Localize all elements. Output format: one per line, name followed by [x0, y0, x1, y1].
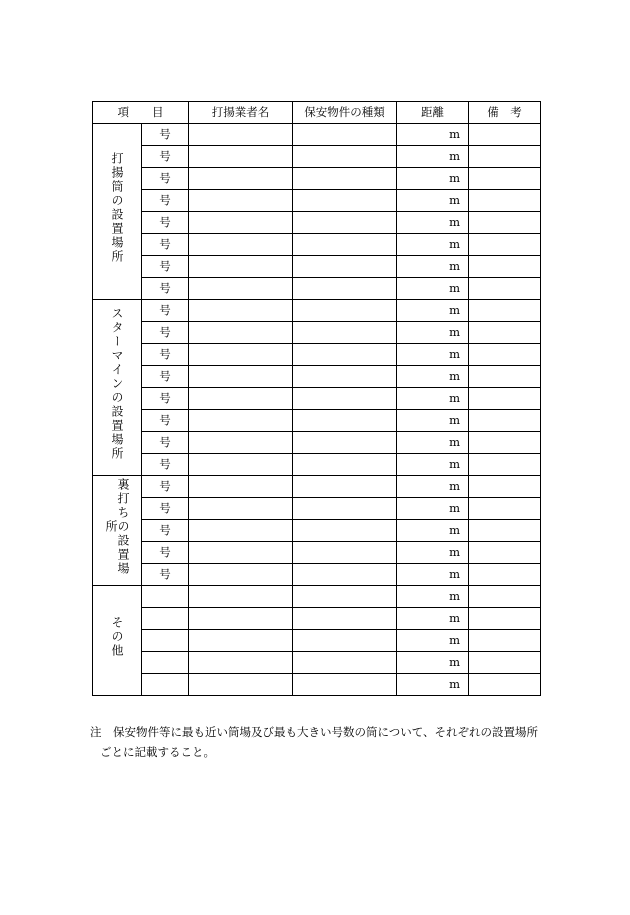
- table-row: [93, 278, 541, 300]
- remarks-cell[interactable]: [469, 608, 541, 630]
- remarks-cell[interactable]: [469, 674, 541, 696]
- distance-cell[interactable]: m: [397, 344, 469, 366]
- type-cell[interactable]: [293, 344, 397, 366]
- header-row: [93, 102, 541, 124]
- operator-cell[interactable]: [189, 608, 293, 630]
- table-row: [93, 344, 541, 366]
- number-cell[interactable]: 号: [142, 190, 189, 212]
- number-cell[interactable]: [142, 652, 189, 674]
- category-cell: [93, 300, 142, 476]
- category-label: 打揚筒の設置場所: [110, 152, 124, 264]
- table-row: [93, 410, 541, 432]
- table-row: [93, 520, 541, 542]
- remarks-cell[interactable]: [469, 300, 541, 322]
- operator-cell[interactable]: [189, 234, 293, 256]
- number-cell[interactable]: 号: [142, 366, 189, 388]
- number-cell[interactable]: 号: [142, 124, 189, 146]
- number-cell[interactable]: [142, 674, 189, 696]
- distance-cell[interactable]: m: [397, 278, 469, 300]
- form-body: [93, 124, 541, 696]
- number-cell[interactable]: 号: [142, 146, 189, 168]
- table-row: [93, 454, 541, 476]
- type-cell[interactable]: [293, 300, 397, 322]
- remarks-cell[interactable]: [469, 520, 541, 542]
- type-cell[interactable]: [293, 366, 397, 388]
- number-cell[interactable]: 号: [142, 410, 189, 432]
- number-cell[interactable]: 号: [142, 388, 189, 410]
- type-cell[interactable]: [293, 388, 397, 410]
- operator-cell[interactable]: [189, 278, 293, 300]
- remarks-cell[interactable]: [469, 454, 541, 476]
- distance-cell[interactable]: m: [397, 674, 469, 696]
- operator-cell[interactable]: [189, 300, 293, 322]
- remarks-cell[interactable]: [469, 124, 541, 146]
- table-row: [93, 432, 541, 454]
- remarks-cell[interactable]: [469, 168, 541, 190]
- type-cell[interactable]: [293, 212, 397, 234]
- number-cell[interactable]: [142, 608, 189, 630]
- header-remarks: 備 考: [469, 102, 541, 124]
- distance-cell[interactable]: m: [397, 234, 469, 256]
- remarks-cell[interactable]: [469, 652, 541, 674]
- number-cell[interactable]: [142, 630, 189, 652]
- table-row: [93, 366, 541, 388]
- operator-cell[interactable]: [189, 586, 293, 608]
- distance-cell[interactable]: m: [397, 300, 469, 322]
- operator-cell[interactable]: [189, 212, 293, 234]
- type-cell[interactable]: [293, 168, 397, 190]
- remarks-cell[interactable]: [469, 256, 541, 278]
- distance-cell[interactable]: m: [397, 432, 469, 454]
- type-cell[interactable]: [293, 410, 397, 432]
- number-cell[interactable]: 号: [142, 476, 189, 498]
- header-distance: 距離: [397, 102, 469, 124]
- distance-cell[interactable]: m: [397, 652, 469, 674]
- remarks-cell[interactable]: [469, 344, 541, 366]
- remarks-cell[interactable]: [469, 498, 541, 520]
- operator-cell[interactable]: [189, 498, 293, 520]
- type-cell[interactable]: [293, 542, 397, 564]
- number-cell[interactable]: 号: [142, 256, 189, 278]
- number-cell[interactable]: 号: [142, 168, 189, 190]
- operator-cell[interactable]: [189, 344, 293, 366]
- type-cell[interactable]: [293, 256, 397, 278]
- type-cell[interactable]: [293, 564, 397, 586]
- table-row: [93, 674, 541, 696]
- operator-cell[interactable]: [189, 564, 293, 586]
- number-cell[interactable]: 号: [142, 498, 189, 520]
- table-row: [93, 168, 541, 190]
- operator-cell[interactable]: [189, 146, 293, 168]
- distance-cell[interactable]: m: [397, 322, 469, 344]
- remarks-cell[interactable]: [469, 234, 541, 256]
- type-cell[interactable]: [293, 234, 397, 256]
- operator-cell[interactable]: [189, 454, 293, 476]
- table-row: [93, 124, 541, 146]
- distance-cell[interactable]: m: [397, 212, 469, 234]
- number-cell[interactable]: 号: [142, 234, 189, 256]
- number-cell[interactable]: 号: [142, 278, 189, 300]
- operator-cell[interactable]: [189, 432, 293, 454]
- header-item: 項 目: [93, 102, 189, 124]
- type-cell[interactable]: [293, 520, 397, 542]
- category-cell: [93, 476, 142, 586]
- remarks-cell[interactable]: [469, 542, 541, 564]
- table-row: [93, 212, 541, 234]
- operator-cell[interactable]: [189, 476, 293, 498]
- distance-cell[interactable]: m: [397, 190, 469, 212]
- remarks-cell[interactable]: [469, 212, 541, 234]
- remarks-cell[interactable]: [469, 278, 541, 300]
- category-cell: [93, 586, 142, 696]
- remarks-cell[interactable]: [469, 146, 541, 168]
- distance-cell[interactable]: m: [397, 520, 469, 542]
- category-label: スターマインの設置場所: [110, 307, 124, 461]
- type-cell[interactable]: [293, 146, 397, 168]
- operator-cell[interactable]: [189, 652, 293, 674]
- remarks-cell[interactable]: [469, 322, 541, 344]
- distance-cell[interactable]: m: [397, 146, 469, 168]
- type-cell[interactable]: [293, 124, 397, 146]
- operator-cell[interactable]: [189, 630, 293, 652]
- category-cell: [93, 124, 142, 300]
- distance-cell[interactable]: m: [397, 124, 469, 146]
- header-type: 保安物件の種類: [293, 102, 397, 124]
- category-label: 裏打ちの設置場所: [104, 478, 130, 576]
- table-row: [93, 234, 541, 256]
- type-cell[interactable]: [293, 190, 397, 212]
- table-row: [93, 146, 541, 168]
- installation-form-table: [92, 101, 541, 696]
- footnote: [90, 722, 550, 762]
- operator-cell[interactable]: [189, 168, 293, 190]
- distance-cell[interactable]: m: [397, 388, 469, 410]
- table-row: [93, 322, 541, 344]
- distance-cell[interactable]: m: [397, 586, 469, 608]
- remarks-cell[interactable]: [469, 388, 541, 410]
- header-operator: 打揚業者名: [189, 102, 293, 124]
- type-cell[interactable]: [293, 476, 397, 498]
- operator-cell[interactable]: [189, 256, 293, 278]
- type-cell[interactable]: [293, 630, 397, 652]
- number-cell[interactable]: 号: [142, 564, 189, 586]
- distance-cell[interactable]: m: [397, 366, 469, 388]
- remarks-cell[interactable]: [469, 366, 541, 388]
- operator-cell[interactable]: [189, 520, 293, 542]
- operator-cell[interactable]: [189, 542, 293, 564]
- footnote-line-2: ごとに記載すること。: [100, 745, 215, 759]
- distance-cell[interactable]: m: [397, 498, 469, 520]
- type-cell[interactable]: [293, 608, 397, 630]
- operator-cell[interactable]: [189, 366, 293, 388]
- type-cell[interactable]: [293, 432, 397, 454]
- number-cell[interactable]: 号: [142, 300, 189, 322]
- number-cell[interactable]: 号: [142, 432, 189, 454]
- remarks-cell[interactable]: [469, 476, 541, 498]
- distance-cell[interactable]: m: [397, 410, 469, 432]
- number-cell[interactable]: 号: [142, 322, 189, 344]
- remarks-cell[interactable]: [469, 586, 541, 608]
- operator-cell[interactable]: [189, 322, 293, 344]
- table-row: [93, 652, 541, 674]
- number-cell[interactable]: [142, 586, 189, 608]
- table-row: [93, 608, 541, 630]
- table-row: [93, 300, 541, 322]
- remarks-cell[interactable]: [469, 190, 541, 212]
- operator-cell[interactable]: [189, 124, 293, 146]
- remarks-cell[interactable]: [469, 410, 541, 432]
- operator-cell[interactable]: [189, 410, 293, 432]
- table-row: [93, 542, 541, 564]
- footnote-line-1: 注 保安物件等に最も近い筒場及び最も大きい号数の筒について、それぞれの設置場所: [90, 725, 539, 739]
- category-label: その他: [110, 616, 124, 658]
- distance-cell[interactable]: m: [397, 608, 469, 630]
- type-cell[interactable]: [293, 674, 397, 696]
- type-cell[interactable]: [293, 498, 397, 520]
- distance-cell[interactable]: m: [397, 476, 469, 498]
- table-row: [93, 564, 541, 586]
- distance-cell[interactable]: m: [397, 564, 469, 586]
- number-cell[interactable]: 号: [142, 520, 189, 542]
- type-cell[interactable]: [293, 454, 397, 476]
- table-row: [93, 630, 541, 652]
- type-cell[interactable]: [293, 322, 397, 344]
- distance-cell[interactable]: m: [397, 454, 469, 476]
- remarks-cell[interactable]: [469, 432, 541, 454]
- remarks-cell[interactable]: [469, 564, 541, 586]
- distance-cell[interactable]: m: [397, 168, 469, 190]
- number-cell[interactable]: 号: [142, 212, 189, 234]
- distance-cell[interactable]: m: [397, 630, 469, 652]
- number-cell[interactable]: 号: [142, 542, 189, 564]
- number-cell[interactable]: 号: [142, 454, 189, 476]
- type-cell[interactable]: [293, 278, 397, 300]
- operator-cell[interactable]: [189, 388, 293, 410]
- operator-cell[interactable]: [189, 674, 293, 696]
- type-cell[interactable]: [293, 652, 397, 674]
- table-row: [93, 476, 541, 498]
- distance-cell[interactable]: m: [397, 256, 469, 278]
- table-row: [93, 388, 541, 410]
- operator-cell[interactable]: [189, 190, 293, 212]
- table-row: [93, 190, 541, 212]
- table-row: [93, 586, 541, 608]
- distance-cell[interactable]: m: [397, 542, 469, 564]
- type-cell[interactable]: [293, 586, 397, 608]
- table-row: [93, 256, 541, 278]
- number-cell[interactable]: 号: [142, 344, 189, 366]
- remarks-cell[interactable]: [469, 630, 541, 652]
- table-row: [93, 498, 541, 520]
